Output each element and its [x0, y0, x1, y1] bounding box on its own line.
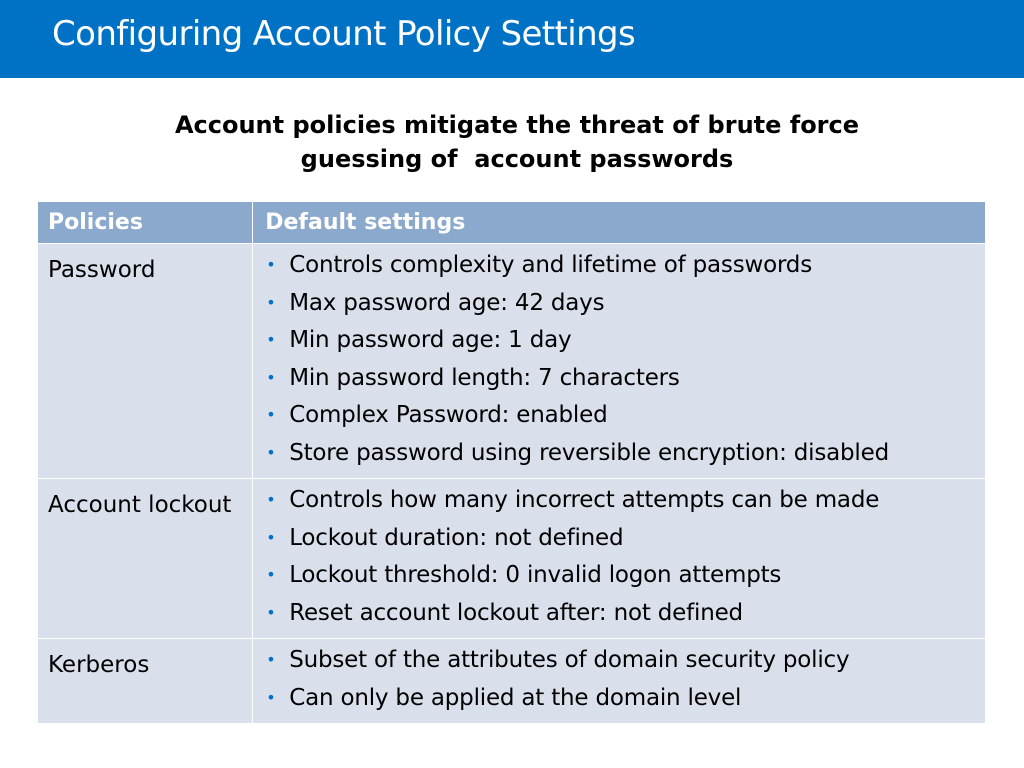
settings-cell	[253, 244, 986, 479]
setting-text: Subset of the attributes of domain security policy	[289, 647, 850, 673]
list-item	[266, 484, 985, 522]
setting-text: Controls complexity and lifetime of passwords	[289, 252, 812, 278]
settings-list	[253, 244, 985, 478]
settings-list	[253, 639, 985, 723]
bullet-dot-icon: •	[266, 650, 276, 669]
slide-subtitle	[60, 108, 974, 176]
list-item	[266, 597, 985, 635]
bullet-dot-icon: •	[266, 490, 276, 509]
table-row-account-lockout	[38, 479, 986, 639]
settings-cell	[253, 479, 986, 639]
setting-text: Store password using reversible encryption: disabled	[289, 439, 889, 466]
list-item	[266, 682, 985, 720]
settings-list	[253, 479, 985, 638]
settings-cell	[253, 639, 986, 724]
bullet-dot-icon: •	[266, 367, 276, 387]
list-item	[266, 399, 985, 437]
setting-text: Max password age: 42 days	[289, 289, 605, 316]
policy-name: Account lockout	[48, 492, 232, 518]
list-item	[266, 437, 985, 475]
setting-text: Min password length: 7 characters	[289, 364, 680, 391]
list-item	[266, 644, 985, 682]
table-header-row	[38, 202, 986, 244]
setting-text: Reset account lockout after: not defined	[289, 599, 743, 626]
header-default-settings: Default settings	[253, 202, 986, 244]
policy-name: Kerberos	[48, 652, 150, 678]
bullet-dot-icon: •	[266, 330, 276, 349]
setting-text: Complex Password: enabled	[289, 402, 608, 428]
table-row-kerberos	[38, 639, 986, 724]
bullet-dot-icon: •	[266, 292, 276, 312]
setting-text: Min password age: 1 day	[289, 327, 572, 353]
policy-cell	[38, 639, 253, 724]
subtitle-line-1: Account policies mitigate the threat of brute force	[174, 111, 860, 139]
setting-text: Lockout duration: not defined	[289, 524, 624, 551]
slide-title: Configuring Account Policy Settings	[52, 14, 636, 54]
policy-cell	[38, 244, 253, 479]
subtitle-line-2: guessing of account passwords	[300, 145, 734, 173]
list-item	[266, 522, 985, 560]
policy-table	[37, 201, 986, 724]
bullet-dot-icon: •	[266, 405, 276, 424]
table-row-password	[38, 244, 986, 479]
header-policies: Policies	[38, 202, 253, 244]
bullet-dot-icon: •	[266, 687, 276, 707]
title-bar	[0, 0, 1024, 78]
list-item	[266, 249, 985, 287]
setting-text: Controls how many incorrect attempts can be made	[289, 487, 880, 513]
list-item	[266, 559, 985, 597]
list-item	[266, 324, 985, 362]
policy-cell	[38, 479, 253, 639]
list-item	[266, 362, 985, 400]
list-item	[266, 287, 985, 325]
bullet-dot-icon: •	[266, 527, 276, 547]
bullet-dot-icon: •	[266, 442, 276, 462]
setting-text: Can only be applied at the domain level	[289, 684, 742, 711]
policy-name: Password	[48, 257, 156, 283]
bullet-dot-icon: •	[266, 255, 276, 274]
bullet-dot-icon: •	[266, 602, 276, 622]
setting-text: Lockout threshold: 0 invalid logon attempts	[289, 562, 782, 588]
bullet-dot-icon: •	[266, 565, 276, 584]
